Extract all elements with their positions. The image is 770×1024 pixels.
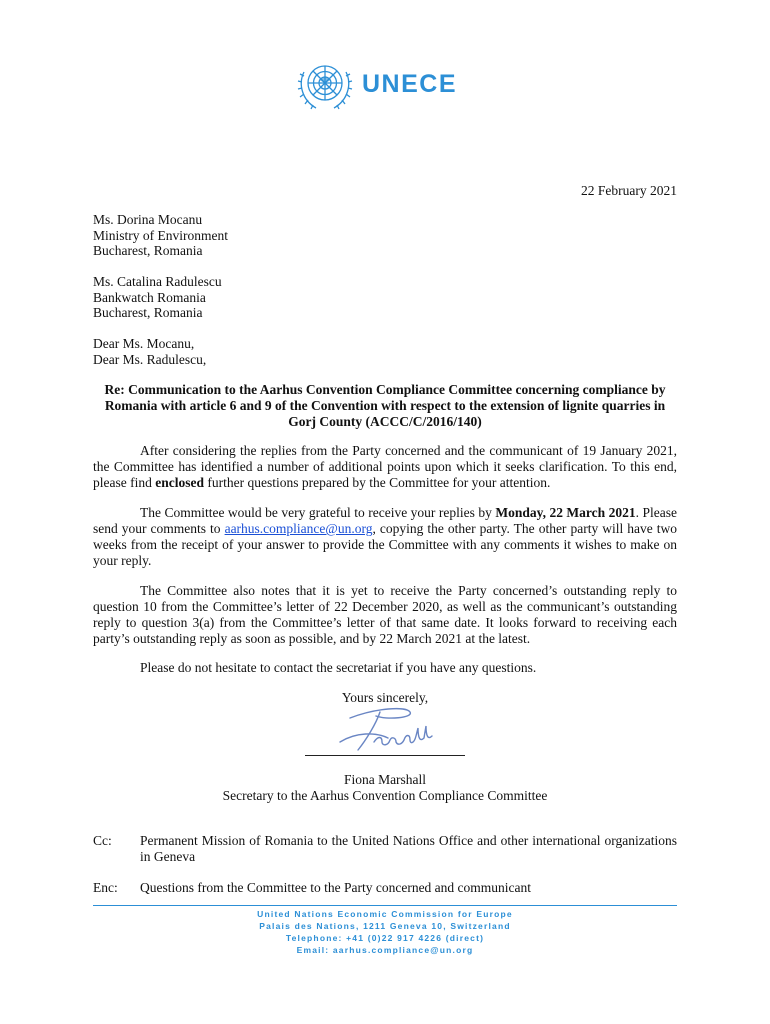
footer-email: Email: aarhus.compliance@un.org [296, 945, 474, 955]
salutation-line: Dear Ms. Mocanu, [93, 336, 195, 351]
recipient-name: Ms. Catalina Radulescu [93, 274, 222, 289]
cc-text: Permanent Mission of Romania to the United Nations Office and other international organizations in Geneva [140, 833, 677, 864]
signatory-name: Fiona Marshall [343, 772, 427, 787]
letter-date: 22 February 2021 [581, 183, 677, 198]
logo-text: UNECE [362, 69, 458, 98]
paragraph-3: The Committee also notes that it is yet to receive the Party concerned’s outstanding reply to question 10 from the Committee’s letter of 22 December 2020, as well as the communicant’s outstanding reply to question 3(a) from the Committee’s letter of that same date. It looks forward to receiving each party’s outstanding reply as soon as possible, and by 22 March 2021 at the latest. [93, 583, 677, 646]
subject-line: Re: Communication to the Aarhus Convention Compliance Committee concerning compliance by Romania with article 6 and 9 of the Convention with respect to the extension of lignite quarries in Gorj County (ACCC/C/2016/140) [104, 382, 666, 429]
email-link[interactable]: aarhus.compliance@un.org [224, 521, 373, 536]
deadline-date: Monday, 22 March 2021 [495, 505, 636, 520]
paragraph-4: Please do not hesitate to contact the secretariat if you have any questions. [140, 660, 537, 675]
footer-divider [93, 905, 677, 906]
handwritten-signature [336, 702, 456, 756]
signature-line [305, 755, 465, 756]
valediction: Yours sincerely, [341, 690, 429, 705]
footer-address: Palais des Nations, 1211 Geneva 10, Switzerland [259, 921, 511, 931]
bold-enclosed: enclosed [155, 475, 204, 490]
recipient-location: Bucharest, Romania [93, 305, 203, 320]
recipient-1 [93, 212, 228, 259]
salutation [93, 336, 206, 367]
recipient-org: Bankwatch Romania [93, 289, 206, 305]
footer-phone: Telephone: +41 (0)22 917 4226 (direct) [285, 933, 485, 943]
cc-section [93, 833, 677, 865]
enc-label: Enc: [93, 880, 118, 895]
paragraph-1: After considering the replies from the Party concerned and the communicant of 19 January 2021, the Committee has identified a number of additional points upon which it seeks clarification. To this end, please find enclosed further questions prepared by the Committee for your attention. [93, 443, 677, 490]
un-emblem-icon [292, 52, 358, 116]
enc-section [93, 880, 677, 896]
enc-text: Questions from the Committee to the Party concerned and communicant [140, 880, 532, 895]
footer [93, 908, 677, 956]
salutation-line: Dear Ms. Radulescu, [93, 351, 207, 367]
recipient-location: Bucharest, Romania [93, 243, 203, 258]
signatory-title: Secretary to the Aarhus Convention Compliance Committee [222, 788, 548, 803]
recipient-org: Ministry of Environment [93, 227, 228, 243]
recipient-name: Ms. Dorina Mocanu [93, 212, 203, 227]
recipient-2 [93, 274, 222, 321]
cc-label: Cc: [93, 833, 112, 848]
unece-logo [292, 52, 457, 116]
paragraph-2: The Committee would be very grateful to receive your replies by Monday, 22 March 2021. Please send your comments to aarhus.compliance@un.org, copying the other party. The other party will have two weeks from the receipt of your answer to provide the Committee with any comments it wishes to make on your reply. [93, 505, 677, 568]
footer-org: United Nations Economic Commission for Europe [257, 909, 513, 919]
